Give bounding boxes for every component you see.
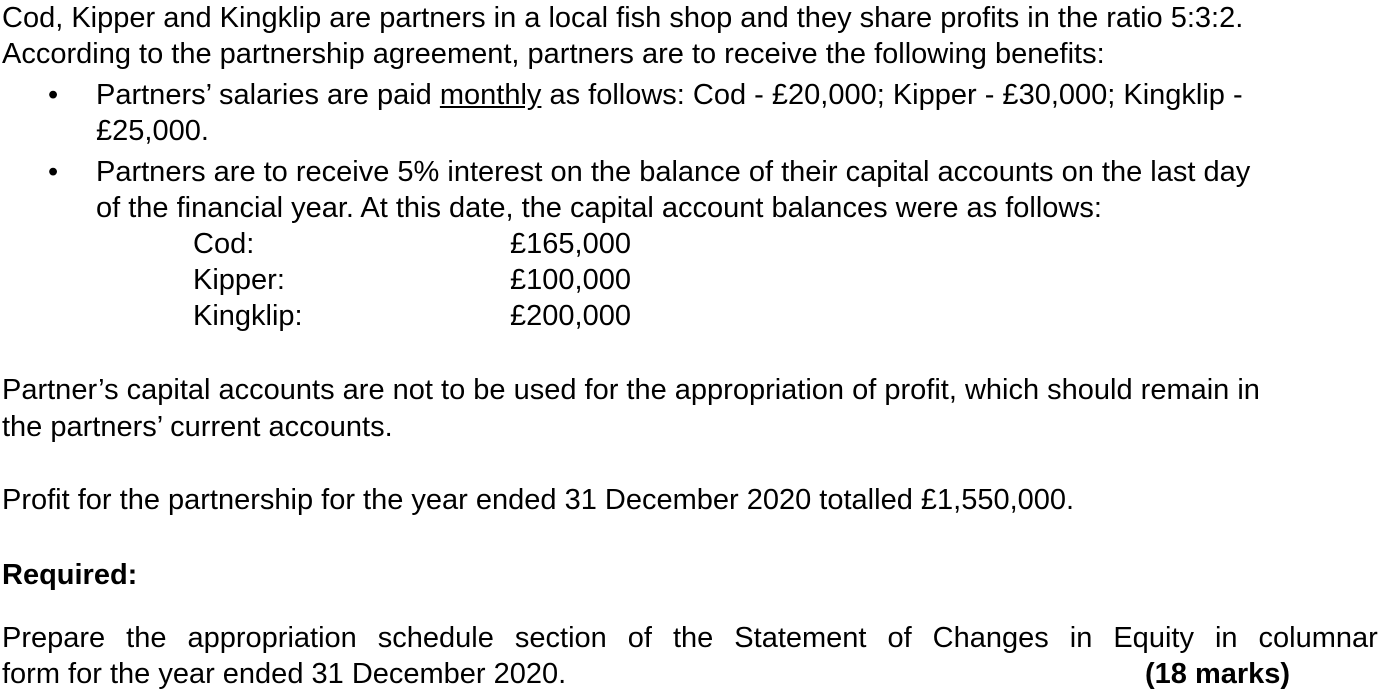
task-word: appropriation	[187, 622, 357, 654]
required-heading: Required:	[2, 559, 138, 591]
salaries-underlined-word: monthly	[439, 79, 542, 111]
note-line-2: the partners’ current accounts.	[2, 411, 393, 443]
task-word: the	[672, 622, 714, 654]
salaries-text-part1: Partners’ salaries are paid	[96, 79, 440, 111]
task-word: the	[126, 622, 167, 654]
task-word: Changes	[932, 622, 1049, 654]
interest-bullet-line-1: Partners are to receive 5% interest on the balance of their capital accounts on the last day	[96, 156, 1251, 188]
task-line-1	[2, 620, 1378, 656]
note-line-1: Partner’s capital accounts are not to be used for the appropriation of profit, which should remain in	[2, 374, 1260, 406]
interest-bullet-line-2: of the financial year. At this date, the capital account balances were as follows:	[96, 192, 1102, 224]
task-word: of	[627, 622, 652, 654]
task-line-2: form for the year ended 31 December 2020.	[2, 658, 567, 690]
task-word: section	[514, 622, 607, 654]
task-word: schedule	[377, 622, 494, 654]
bullet-icon: •	[48, 79, 59, 111]
salaries-text-part2: as follows: Cod - £20,000; Kipper - £30,000; Kingklip -	[541, 79, 1243, 111]
capital-name-kingklip: Kingklip:	[193, 300, 303, 332]
salaries-bullet-line-2: £25,000.	[96, 115, 209, 147]
capital-name-kipper: Kipper:	[193, 264, 285, 296]
salaries-bullet-line-1	[96, 77, 1243, 113]
capital-value-kipper: £100,000	[510, 264, 631, 296]
capital-value-kingklip: £200,000	[510, 300, 631, 332]
intro-line-2: According to the partnership agreement, partners are to receive the following benefits:	[2, 38, 1105, 70]
intro-line-1: Cod, Kipper and Kingklip are partners in a local fish shop and they share profits in the ratio 5:3:2.	[2, 2, 1244, 34]
marks-label: (18 marks)	[1145, 658, 1291, 690]
task-word: columnar	[1258, 622, 1378, 654]
task-word: Statement	[734, 622, 867, 654]
capital-value-cod: £165,000	[510, 228, 631, 260]
task-word: Prepare	[2, 622, 106, 654]
task-word: in	[1069, 622, 1093, 654]
capital-name-cod: Cod:	[193, 228, 255, 260]
profit-statement: Profit for the partnership for the year ended 31 December 2020 totalled £1,550,000.	[2, 484, 1075, 516]
task-word: in	[1214, 622, 1238, 654]
task-word: of	[887, 622, 912, 654]
bullet-icon: •	[48, 156, 59, 188]
task-word: Equity	[1113, 622, 1194, 654]
